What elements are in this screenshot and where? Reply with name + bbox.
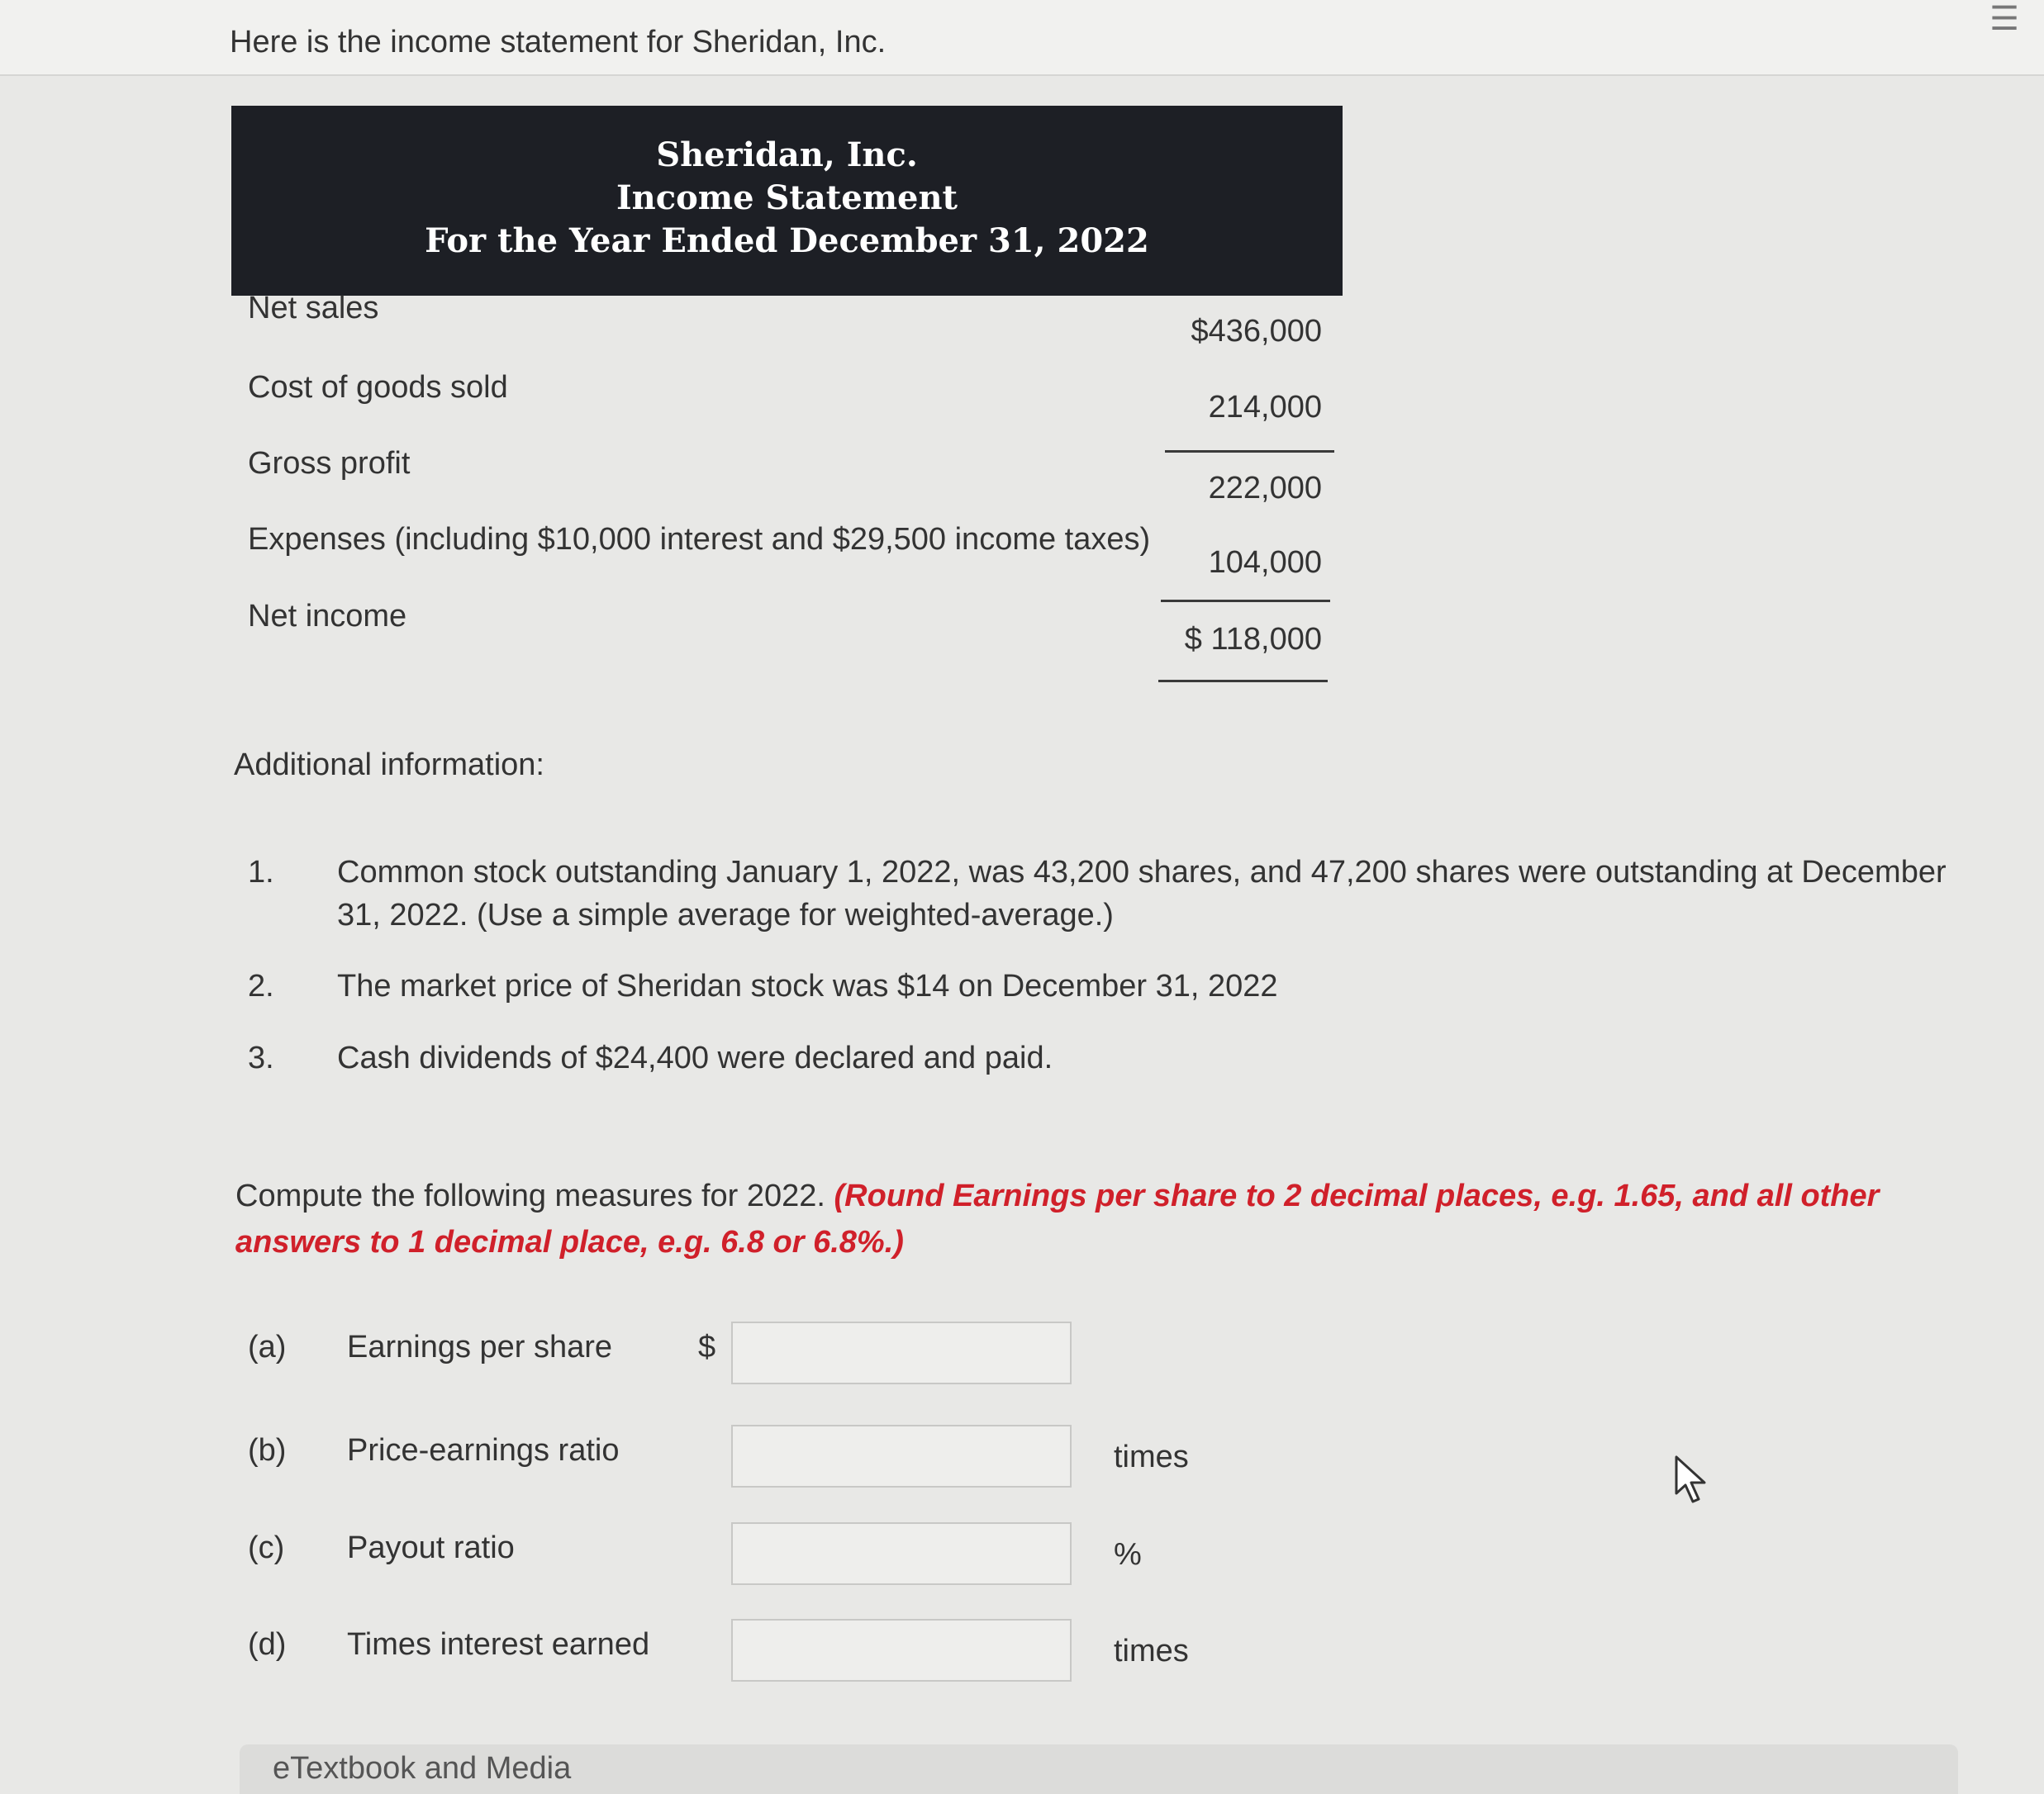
statement-period: For the Year Ended December 31, 2022 — [425, 221, 1149, 260]
question-label: Earnings per share — [347, 1330, 613, 1364]
intro-text: Here is the income statement for Sheridan, Inc. — [230, 25, 887, 59]
question-label: Price-earnings ratio — [347, 1433, 620, 1468]
row-amount: $ 118,000 — [1184, 622, 1322, 657]
row-label: Net income — [248, 599, 407, 634]
earnings-per-share-input[interactable] — [731, 1322, 1072, 1384]
question-row-a — [248, 1322, 1239, 1388]
menu-icon[interactable]: ☰ — [1989, 1, 2019, 37]
row-label: Cost of goods sold — [248, 370, 508, 405]
question-label: Times interest earned — [347, 1627, 650, 1662]
etextbook-label: eTextbook and Media — [273, 1751, 572, 1786]
question-letter: (d) — [248, 1627, 287, 1662]
statement-title: Income Statement — [616, 178, 958, 217]
row-label: Net sales — [248, 291, 379, 325]
question-letter: (a) — [248, 1330, 287, 1364]
instruction-text: Compute the following measures for 2022. — [235, 1179, 825, 1213]
row-label: Gross profit — [248, 446, 411, 481]
question-row-c — [248, 1522, 1239, 1588]
info-text: The market price of Sheridan stock was $14 on December 31, 2022 — [337, 969, 1278, 1004]
payout-ratio-input[interactable] — [731, 1522, 1072, 1585]
rounding-note: (Round Earnings per share to 2 decimal places, e.g. 1.65, and all other answers to 1 decimal place, e.g. 6.8 or 6.8%.) — [235, 1179, 1880, 1260]
unit-suffix: times — [1114, 1634, 1189, 1668]
row-label: Expenses (including $10,000 interest and $29,500 income taxes) — [248, 522, 1151, 557]
company-name: Sheridan, Inc. — [656, 135, 918, 174]
mouse-cursor-icon — [1673, 1454, 1709, 1505]
currency-prefix: $ — [698, 1330, 716, 1364]
info-number: 3. — [248, 1041, 274, 1075]
price-earnings-ratio-input[interactable] — [731, 1425, 1072, 1488]
question-letter: (b) — [248, 1433, 287, 1468]
times-interest-earned-input[interactable] — [731, 1619, 1072, 1682]
subtotal-rule — [1161, 600, 1330, 602]
row-amount: 214,000 — [1208, 390, 1322, 425]
info-text: Cash dividends of $24,400 were declared and paid. — [337, 1041, 1053, 1075]
subtotal-rule — [1165, 450, 1334, 453]
unit-suffix: times — [1114, 1440, 1189, 1474]
etextbook-bar[interactable] — [240, 1744, 1958, 1794]
row-amount: 222,000 — [1208, 471, 1322, 505]
income-statement-header — [231, 106, 1343, 296]
unit-suffix: % — [1114, 1537, 1142, 1572]
question-label: Payout ratio — [347, 1531, 515, 1565]
total-rule — [1158, 680, 1328, 682]
info-number: 1. — [248, 855, 274, 890]
info-text: Common stock outstanding January 1, 2022, was 43,200 shares, and 47,200 shares were outstanding at December 31, 2022. (Use a simple average for weighted-average.) — [337, 855, 1947, 933]
instruction — [235, 1173, 2004, 1265]
info-number: 2. — [248, 969, 274, 1004]
question-row-d — [248, 1619, 1239, 1685]
question-row-b — [248, 1425, 1239, 1491]
row-amount: 104,000 — [1208, 545, 1322, 580]
question-letter: (c) — [248, 1531, 285, 1565]
additional-info-heading: Additional information: — [234, 748, 544, 782]
row-amount: $436,000 — [1191, 314, 1322, 349]
